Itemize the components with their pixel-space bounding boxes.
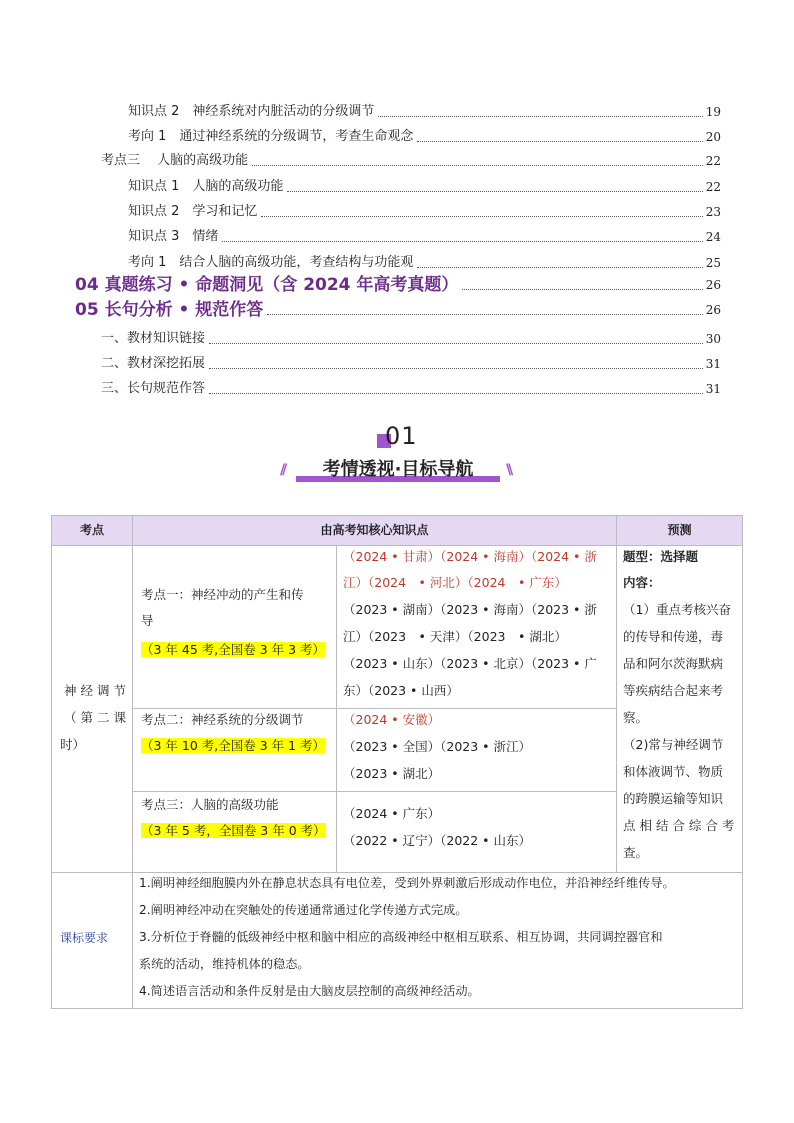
standard-line: 3.分析位于脊髓的低级神经中枢和脑中相应的高级神经中枢相互联系、相互协调，共同调控器官和 xyxy=(139,930,663,944)
toc-page: 20 xyxy=(705,130,721,144)
point-stat: （3 年 5 考，全国卷 3 年 0 考） xyxy=(141,823,326,838)
toc-entry[interactable] xyxy=(101,331,721,347)
point-stat: （3 年 10 考,全国卷 3 年 1 考） xyxy=(141,738,326,753)
predict-line: 点 相 结 合 综 合 考 xyxy=(623,818,735,833)
toc-entry[interactable] xyxy=(101,356,721,372)
toc-entry[interactable] xyxy=(128,229,721,245)
predict-line: 察。 xyxy=(623,710,649,725)
predict-line: 等疾病结合起来考 xyxy=(623,683,724,698)
toc-page: 22 xyxy=(705,154,721,168)
toc-label: 一、教材知识链接 xyxy=(101,331,206,346)
standard-line: 系统的活动，维持机体的稳态。 xyxy=(139,957,310,971)
year-line-red: （2024 • 甘肃）（2024 • 海南）（2024 • 浙 xyxy=(343,549,597,564)
point-name: 导 xyxy=(141,613,154,628)
year-line: （2023 • 湖北） xyxy=(343,766,441,781)
point-1-name-cell xyxy=(132,545,337,709)
year-line: （2023 • 湖南）（2023 • 海南）（2023 • 浙 xyxy=(343,602,597,617)
predict-line: （2)常与神经调节 xyxy=(623,737,724,752)
toc-page: 25 xyxy=(705,256,721,270)
toc-entry[interactable] xyxy=(101,381,721,397)
point-3-years-cell xyxy=(336,791,617,873)
header-predict: 预测 xyxy=(616,515,743,546)
point-1-years-cell xyxy=(336,545,617,709)
toc-entry[interactable] xyxy=(128,204,721,220)
year-line: 江）（2023 • 天津）（2023 • 湖北） xyxy=(343,629,567,644)
toc-page: 22 xyxy=(705,180,721,194)
point-name: 考点二：神经系统的分级调节 xyxy=(141,712,304,727)
predict-line: 品和阿尔茨海默病 xyxy=(623,656,724,671)
exam-overview-table xyxy=(51,515,743,1009)
standard-label: 课标要求 xyxy=(60,931,109,945)
year-line: （2024 • 广东） xyxy=(343,806,441,821)
standard-line: 2.阐明神经冲动在突触处的传递通常通过化学传递方式完成。 xyxy=(139,903,468,917)
toc-page: 23 xyxy=(705,205,721,219)
toc-label: 考向 1 结合人脑的高级功能，考查结构与功能观 xyxy=(128,255,414,270)
toc-entry[interactable] xyxy=(75,277,721,293)
toc-page: 31 xyxy=(705,357,721,371)
point-stat: （3 年 45 考,全国卷 3 年 3 考） xyxy=(141,642,326,657)
header-topic: 考点 xyxy=(51,515,133,546)
toc-entry[interactable] xyxy=(128,255,721,271)
section-title-block xyxy=(282,455,514,485)
predict-type: 题型：选择题 xyxy=(623,549,699,564)
standard-label-cell xyxy=(51,872,133,1009)
toc-label: 三、长句规范作答 xyxy=(101,381,206,396)
predict-line: 和体液调节、物质 xyxy=(623,764,724,779)
toc-entry[interactable] xyxy=(128,104,721,120)
predict-cell xyxy=(616,545,743,873)
toc-entry[interactable] xyxy=(128,179,721,195)
toc-page: 31 xyxy=(705,382,721,396)
point-2-name-cell xyxy=(132,708,337,792)
predict-content-label: 内容： xyxy=(623,575,661,590)
topic-cell xyxy=(51,545,133,873)
point-name: 考点一：神经冲动的产生和传 xyxy=(141,587,304,602)
year-line: 东）（2023 • 山西） xyxy=(343,683,459,698)
toc-label: 考点三 人脑的高级功能 xyxy=(101,153,249,168)
standards-cell xyxy=(132,872,743,1009)
topic-line: 神 经 调 节 xyxy=(64,683,126,698)
year-line-red: 江）（2024 • 河北）（2024 • 广东） xyxy=(343,575,567,590)
predict-line: （1）重点考核兴奋 xyxy=(623,602,731,617)
toc-entry[interactable] xyxy=(128,129,721,145)
predict-line: 的传导和传递，毒 xyxy=(623,629,724,644)
toc-page: 24 xyxy=(705,230,721,244)
toc-page: 26 xyxy=(705,303,721,317)
predict-line: 的跨膜运输等知识 xyxy=(623,791,724,806)
toc-label: 知识点 2 神经系统对内脏活动的分级调节 xyxy=(128,104,375,119)
toc-label: 二、教材深挖拓展 xyxy=(101,356,206,371)
toc-entry[interactable] xyxy=(101,153,721,169)
toc-entry[interactable] xyxy=(75,302,721,318)
topic-line: 时） xyxy=(60,737,86,752)
year-line: （2023 • 全国）（2023 • 浙江） xyxy=(343,739,532,754)
slash-decoration-right: \\ xyxy=(506,462,511,478)
section-number: 01 xyxy=(385,422,418,450)
toc-label: 04 真题练习 • 命题洞见（含 2024 年高考真题） xyxy=(75,275,459,295)
year-line: （2023 • 山东）（2023 • 北京）（2023 • 广 xyxy=(343,656,597,671)
toc-page: 19 xyxy=(705,105,721,119)
toc-label: 知识点 2 学习和记忆 xyxy=(128,204,258,219)
slash-decoration-left: // xyxy=(280,462,285,478)
toc-label: 考向 1 通过神经系统的分级调节，考查生命观念 xyxy=(128,129,414,144)
point-2-years-cell xyxy=(336,708,617,792)
standard-line: 4.简述语言活动和条件反射是由大脑皮层控制的高级神经活动。 xyxy=(139,984,480,998)
point-3-name-cell xyxy=(132,791,337,873)
toc-label: 知识点 1 人脑的高级功能 xyxy=(128,179,284,194)
topic-line: （ 第 二 课 xyxy=(64,710,126,725)
toc-page: 26 xyxy=(705,278,721,292)
standard-line: 1.阐明神经细胞膜内外在静息状态具有电位差，受到外界刺激后形成动作电位，并沿神经纤维传导。 xyxy=(139,876,675,890)
toc-page: 30 xyxy=(705,332,721,346)
toc-label: 05 长句分析 • 规范作答 xyxy=(75,300,264,320)
header-knowledge: 由高考知核心知识点 xyxy=(132,515,617,546)
predict-line: 查。 xyxy=(623,845,649,860)
section-title: 考情透视·目标导航 xyxy=(322,459,474,480)
toc-label: 知识点 3 情绪 xyxy=(128,229,219,244)
year-line-red: （2024 • 安徽） xyxy=(343,712,441,727)
point-name: 考点三：人脑的高级功能 xyxy=(141,797,279,812)
year-line: （2022 • 辽宁）（2022 • 山东） xyxy=(343,833,532,848)
